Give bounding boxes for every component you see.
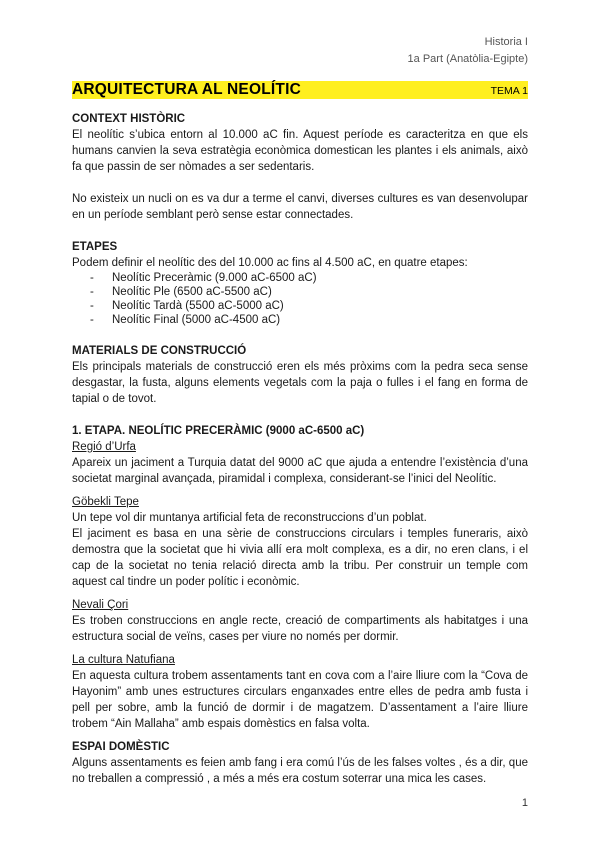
etapes-list — [72, 271, 528, 327]
urfa-paragraph: Apareix un jaciment a Turquia datat del 9000 aC que ajuda a entendre l’existència d’una societat marginal avançada, piramidal i complexa, considerant-se l’inici del Neolític. — [72, 457, 528, 485]
gobekli-paragraph-2: El jaciment es basa en una sèrie de construccions circulars i temples funeraris, això demostra que la societat que hi vivia allí era molt complexa, es a dir, no eren clans, i el cap de la societat no tenia relació directa amb la tribu. Per construir un temple com aquest cal tindre un poder polític i econòmic. — [72, 528, 528, 588]
tema-label: TEMA 1 — [490, 85, 528, 97]
context-paragraph-1: El neolític s’ubica entorn al 10.000 aC fin. Aquest període es caracteritza en que els humans canvien la seva estratègia econòmica domestican les plantes i els animals, això fa que passin de ser nòmades a ser sedentaris. — [72, 129, 528, 173]
etapes-intro: Podem definir el neolític des del 10.000 ac fins al 4.500 aC, en quatre etapes: — [72, 257, 468, 269]
espai-paragraph: Alguns assentaments es feien amb fang i era comú l’ús de les falses voltes , és a dir, que no treballen a compressió , a més a més era costum soterrar una mica les cases. — [72, 757, 528, 785]
list-item: - Neolític Final (5000 aC-4500 aC) — [90, 313, 528, 327]
urfa-subheading: Regió d’Urfa — [72, 441, 136, 453]
nevali-paragraph: Es troben construccions en angle recte, creació de compartiments als habitatges i una estructura social de veïns, cases per viure no només per dormir. — [72, 615, 528, 643]
gobekli-paragraph-1: Un tepe vol dir muntanya artificial feta de reconstruccions d’un poblat. — [72, 512, 427, 524]
page-title: ARQUITECTURA AL NEOLÍTIC — [72, 81, 301, 98]
materials-paragraph: Els principals materials de construcció eren els més pròxims com la pedra seca sense desgastar, la fusta, alguns elements vegetals com la paja o fulles i el fang en forma de tapial o de tovot. — [72, 361, 528, 405]
espai-heading: ESPAI DOMÈSTIC — [72, 741, 170, 753]
list-item: - Neolític Preceràmic (9.000 aC-6500 aC) — [90, 271, 528, 285]
natufiana-subheading: La cultura Natufiana — [72, 654, 175, 666]
header-part: 1a Part (Anatòlia-Egipte) — [407, 53, 528, 65]
etapes-heading: ETAPES — [72, 241, 118, 253]
materials-heading: MATERIALS DE CONSTRUCCIÓ — [72, 345, 247, 357]
etapa1-heading: 1. ETAPA. NEOLÍTIC PRECERÀMIC (9000 aC-6500 aC) — [72, 425, 365, 437]
context-paragraph-2: No existeix un nucli on es va dur a terme el canvi, diverses cultures es van desenvolupar en un període semblant però sense estar connectades. — [72, 193, 528, 221]
nevali-subheading: Nevali Çori — [72, 599, 129, 611]
list-item: - Neolític Ple (6500 aC-5500 aC) — [90, 285, 528, 299]
document-body — [72, 111, 528, 787]
title-bar — [72, 81, 528, 99]
gobekli-subheading: Göbekli Tepe — [72, 496, 139, 508]
list-item: - Neolític Tardà (5500 aC-5000 aC) — [90, 299, 528, 313]
page-number: 1 — [521, 797, 528, 809]
context-heading: CONTEXT HISTÒRIC — [72, 113, 186, 125]
natufiana-paragraph: En aquesta cultura trobem assentaments tant en cova com a l’aire lliure com la “Cova de Hayonim” amb unes estructures circulars enganxades entre elles de pedra amb fusta i pell per sobre, amb la funció de dormir i de magatzem. D’assentament a l’aire lliure trobem “Ain Mallaha” amb espais domèstics en falsa volta. — [72, 670, 528, 730]
header-course: Historia I — [484, 36, 528, 48]
